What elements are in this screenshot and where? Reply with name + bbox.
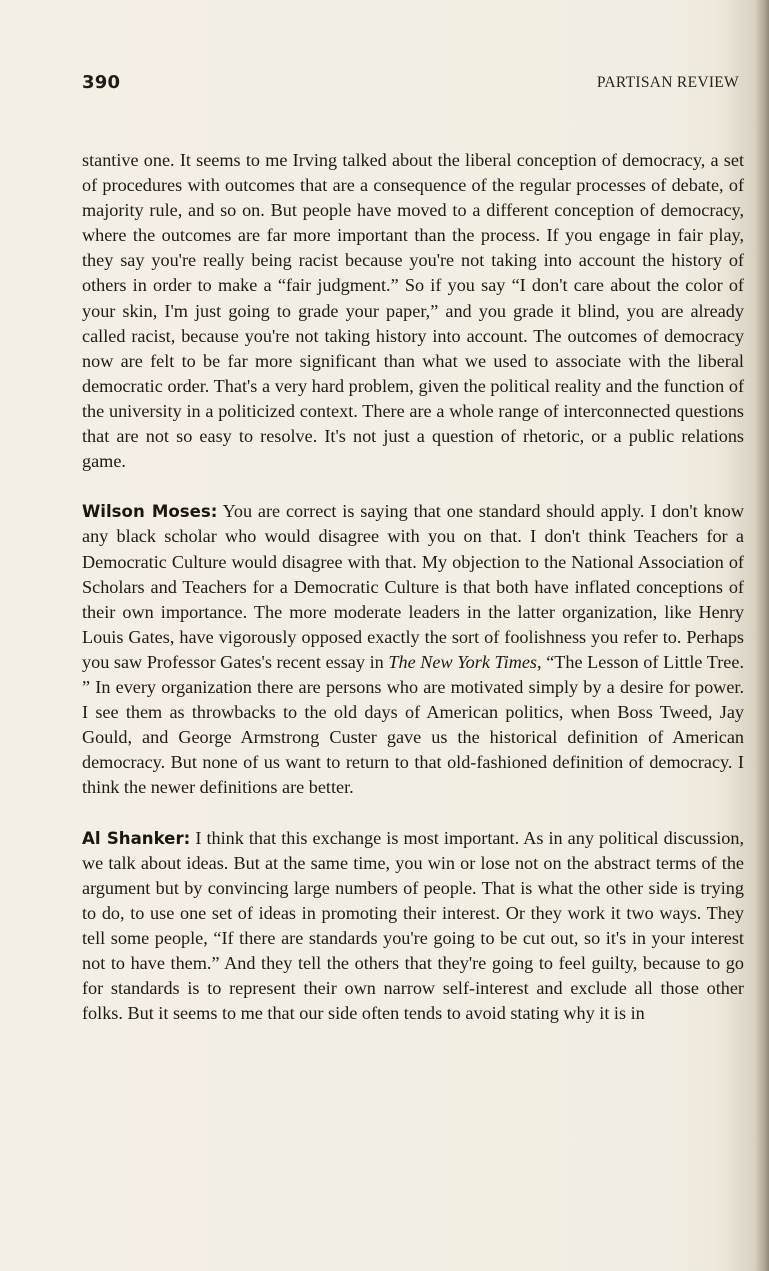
spine-shadow [755, 0, 769, 1271]
speaker-name: Al Shanker: [82, 828, 191, 848]
speaker-name: Wilson Moses: [82, 502, 218, 522]
paragraph-text: stantive one. It seems to me Irving talked about the liberal conception of democracy, a set of procedures with outcomes that are a consequence of the regular processes of debate, of majority rule, and so on. But people have moved to a different conception of democracy, where the outcomes are far more important than the process. If you engage in fair play, they say you're really being racist because you're not taking into account the history of others in order to make a “fair judgment.” So if you say “I don't care about the color of your skin, I'm just going to grade your paper,” and you grade it blind, you are already called racist, because you're not taking history into account. The outcomes of democracy now are felt to be far more significant than what we used to associate with the liberal democratic order. That's a very hard problem, given the political reality and the function of the university in a politicized context. There are a whole range of interconnected questions that are not so easy to resolve. It's not just a question of rhetoric, or a public relations game. [82, 150, 744, 472]
paragraph-al-shanker [82, 826, 744, 1027]
paragraph-text: You are correct is saying that one standard should apply. I don't know any black scholar who would disagree with you on that. I don't think Teachers for a Democratic Culture would disagree with that. My objection to the National Association of Scholars and Teachers for a Democratic Culture is that both have inflated conceptions of their own importance. The more moderate leaders in the latter organization, like Henry Louis Gates, have vigorously opposed exactly the sort of foolishness you refer to. Perhaps you saw Professor Gates's recent essay in [82, 501, 744, 672]
page-number: 390 [82, 72, 121, 93]
paragraph-text: , “The Lesson of Little Tree. ” In every organization there are persons who are motivated simply by a desire for power. I see them as throwbacks to the old days of American politics, when Boss Tweed, Jay Gould, and George Armstrong Custer gave us the historical definition of American democracy. But none of us want to return to that old-fashioned definition of democracy. I think the newer definitions are better. [82, 651, 744, 798]
paragraph-wilson-moses [82, 499, 744, 800]
paragraph-text: I think that this exchange is most important. As in any political discussion, we talk about ideas. But at the same time, you win or lose not on the abstract terms of the argument but by convincing large numbers of people. That is what the other side is trying to do, to use one set of ideas in promoting their interest. Or they work it two ways. They tell some people, “If there are standards you're going to be cut out, so it's in your interest not to have them.” And they tell the others that they're going to feel guilty, because to go for standards is to represent their own narrow self-interest and exclude all those other folks. But it seems to me that our side often tends to avoid stating why it is in [82, 827, 744, 1024]
publication-title: The New York Times [388, 651, 538, 672]
running-head: PARTISAN REVIEW [596, 74, 739, 91]
body-text [82, 148, 744, 1051]
page-header [82, 72, 739, 98]
paragraph-continuation [82, 148, 744, 474]
